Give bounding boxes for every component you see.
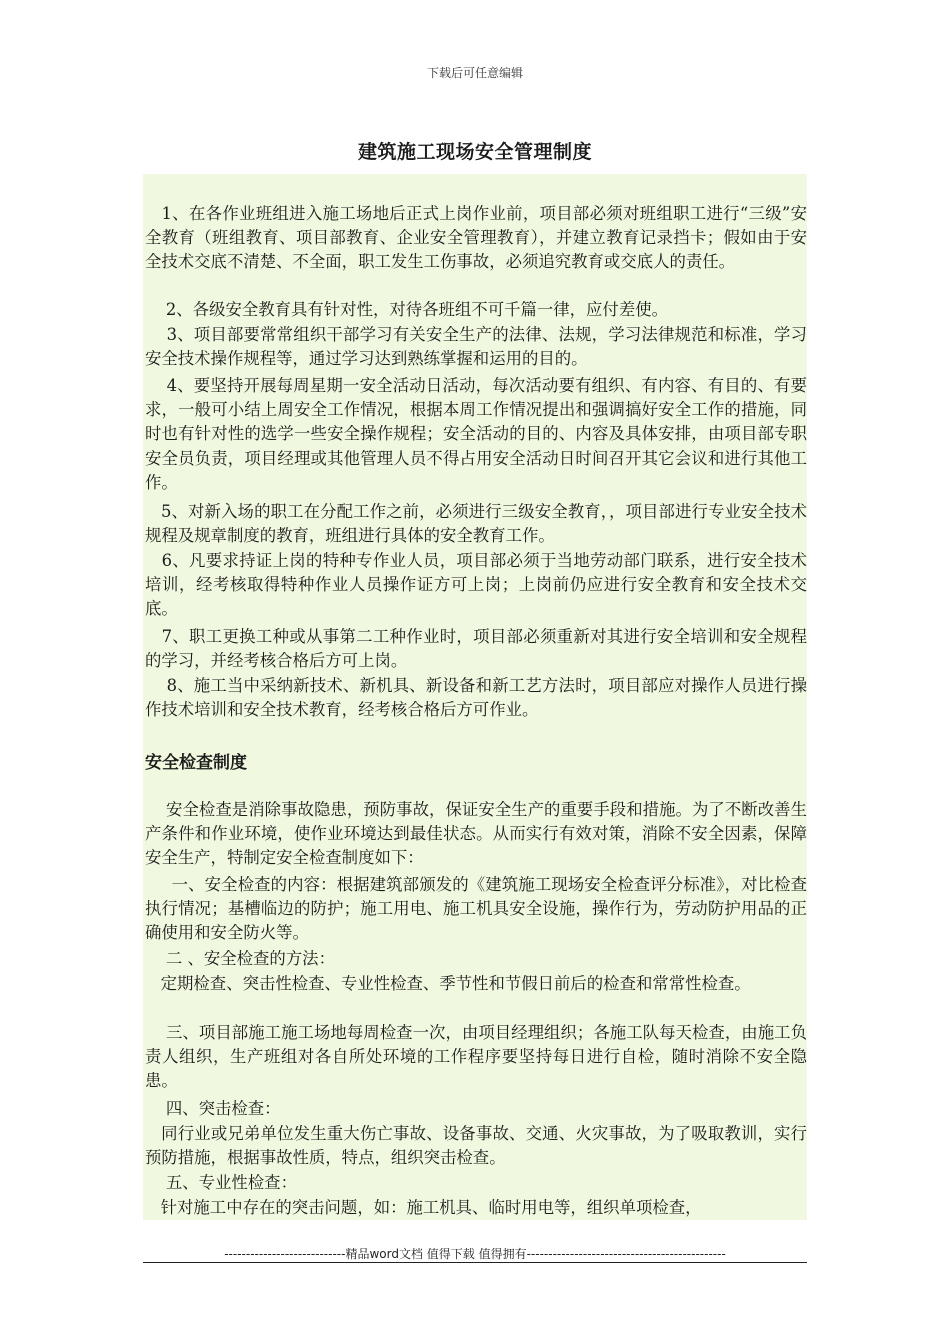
section2-paragraph-1: 安全检查是消除事故隐患，预防事故，保证安全生产的重要手段和措施。为了不断改善生产条件和作业环境，使作业环境达到最佳状态。从而实行有效对策，消除不安全因素，保障安全生产，特制定安全检查制度如下： <box>145 800 807 868</box>
section2-paragraph-6: 四、突击检查： <box>145 1099 281 1118</box>
section2-paragraph-2: 一、安全检查的内容：根据建筑部颁发的《建筑施工现场安全检查评分标准》，对比检查执行情况；基槽临边的防护；施工用电、施工机具安全设施，操作行为，劳动防护用品的正确使用和安全防火等。 <box>145 875 807 943</box>
header-note: 下载后可任意编辑 <box>426 66 523 80</box>
section2-paragraph-8: 五、专业性检查： <box>145 1173 297 1192</box>
section1-paragraph-1: 1、在各作业班组进入施工场地后正式上岗作业前，项目部必须对班组职工进行“三级”安全教育（班组教育、项目部教育、企业安全管理教育），并建立教育记录挡卡；假如由于安全技术交底不清楚、不全面，职工发生工伤事故，必须追究教育或交底人的责任。 <box>145 204 807 272</box>
section1-paragraph-4: 4、要坚持开展每周星期一安全活动日活动，每次活动要有组织、有内容、有目的、有要求，一般可小结上周安全工作情况，根据本周工作情况提出和强调搞好安全工作的措施，同时也有针对性的选学一些安全操作规程；安全活动的目的、内容及具体安排，由项目部专职安全员负责，项目经理或其他管理人员不得占用安全活动日时间召开其它会议和进行其他工作。 <box>145 376 807 492</box>
section2-paragraph-3: 二 、安全检查的方法： <box>145 949 335 968</box>
section2-paragraph-5: 三、项目部施工施工场地每周检查一次，由项目经理组织；各施工队每天检查，由施工负责人组织，生产班组对各自所处环境的工作程序要坚持每日进行自检，随时消除不安全隐患。 <box>145 1023 807 1091</box>
section1-paragraph-8: 8、施工当中采纳新技术、新机具、新设备和新工艺方法时，项目部应对操作人员进行操作技术培训和安全技术教育，经考核合格后方可作业。 <box>145 676 807 720</box>
section1-paragraph-7: 7、职工更换工种或从事第二工种作业时，项目部必须重新对其进行安全培训和安全规程的学习，并经考核合格后方可上岗。 <box>145 627 807 671</box>
section1-paragraph-5: 5、对新入场的职工在分配工作之前，必须进行三级安全教育，，项目部进行专业安全技术规程及规章制度的教育，班组进行具体的安全教育工作。 <box>145 502 807 546</box>
footer-divider <box>143 1262 807 1263</box>
footer-text: ----------------------------精品word文档 值得下载 值得拥有---------------------------------------------- <box>224 1247 726 1261</box>
section1-paragraph-2: 2、各级安全教育具有针对性，对待各班组不可千篇一律，应付差使。 <box>145 300 668 319</box>
section1-paragraph-3: 3、项目部要常常组织干部学习有关安全生产的法律、法规，学习法律规范和标准，学习安全技术操作规程等，通过学习达到熟练掌握和运用的目的。 <box>145 325 807 369</box>
section2-paragraph-4: 定期检查、突击性检查、专业性检查、季节性和节假日前后的检查和常常性检查。 <box>145 974 751 993</box>
section2-paragraph-9: 针对施工中存在的突击问题，如：施工机具、临时用电等，组织单项检查， <box>145 1198 702 1217</box>
document-title: 建筑施工现场安全管理制度 <box>357 141 592 163</box>
section1-paragraph-6: 6、凡要求持证上岗的特种专作业人员，项目部必须于当地劳动部门联系，进行安全技术培训，经考核取得特种作业人员操作证方可上岗；上岗前仍应进行安全教育和安全技术交底。 <box>145 551 807 619</box>
section2-paragraph-7: 同行业或兄弟单位发生重大伤亡事故、设备事故、交通、火灾事故，为了吸取教训，实行预防措施，根据事故性质，特点，组织突击检查。 <box>145 1124 807 1168</box>
section2-title: 安全检查制度 <box>145 753 247 773</box>
